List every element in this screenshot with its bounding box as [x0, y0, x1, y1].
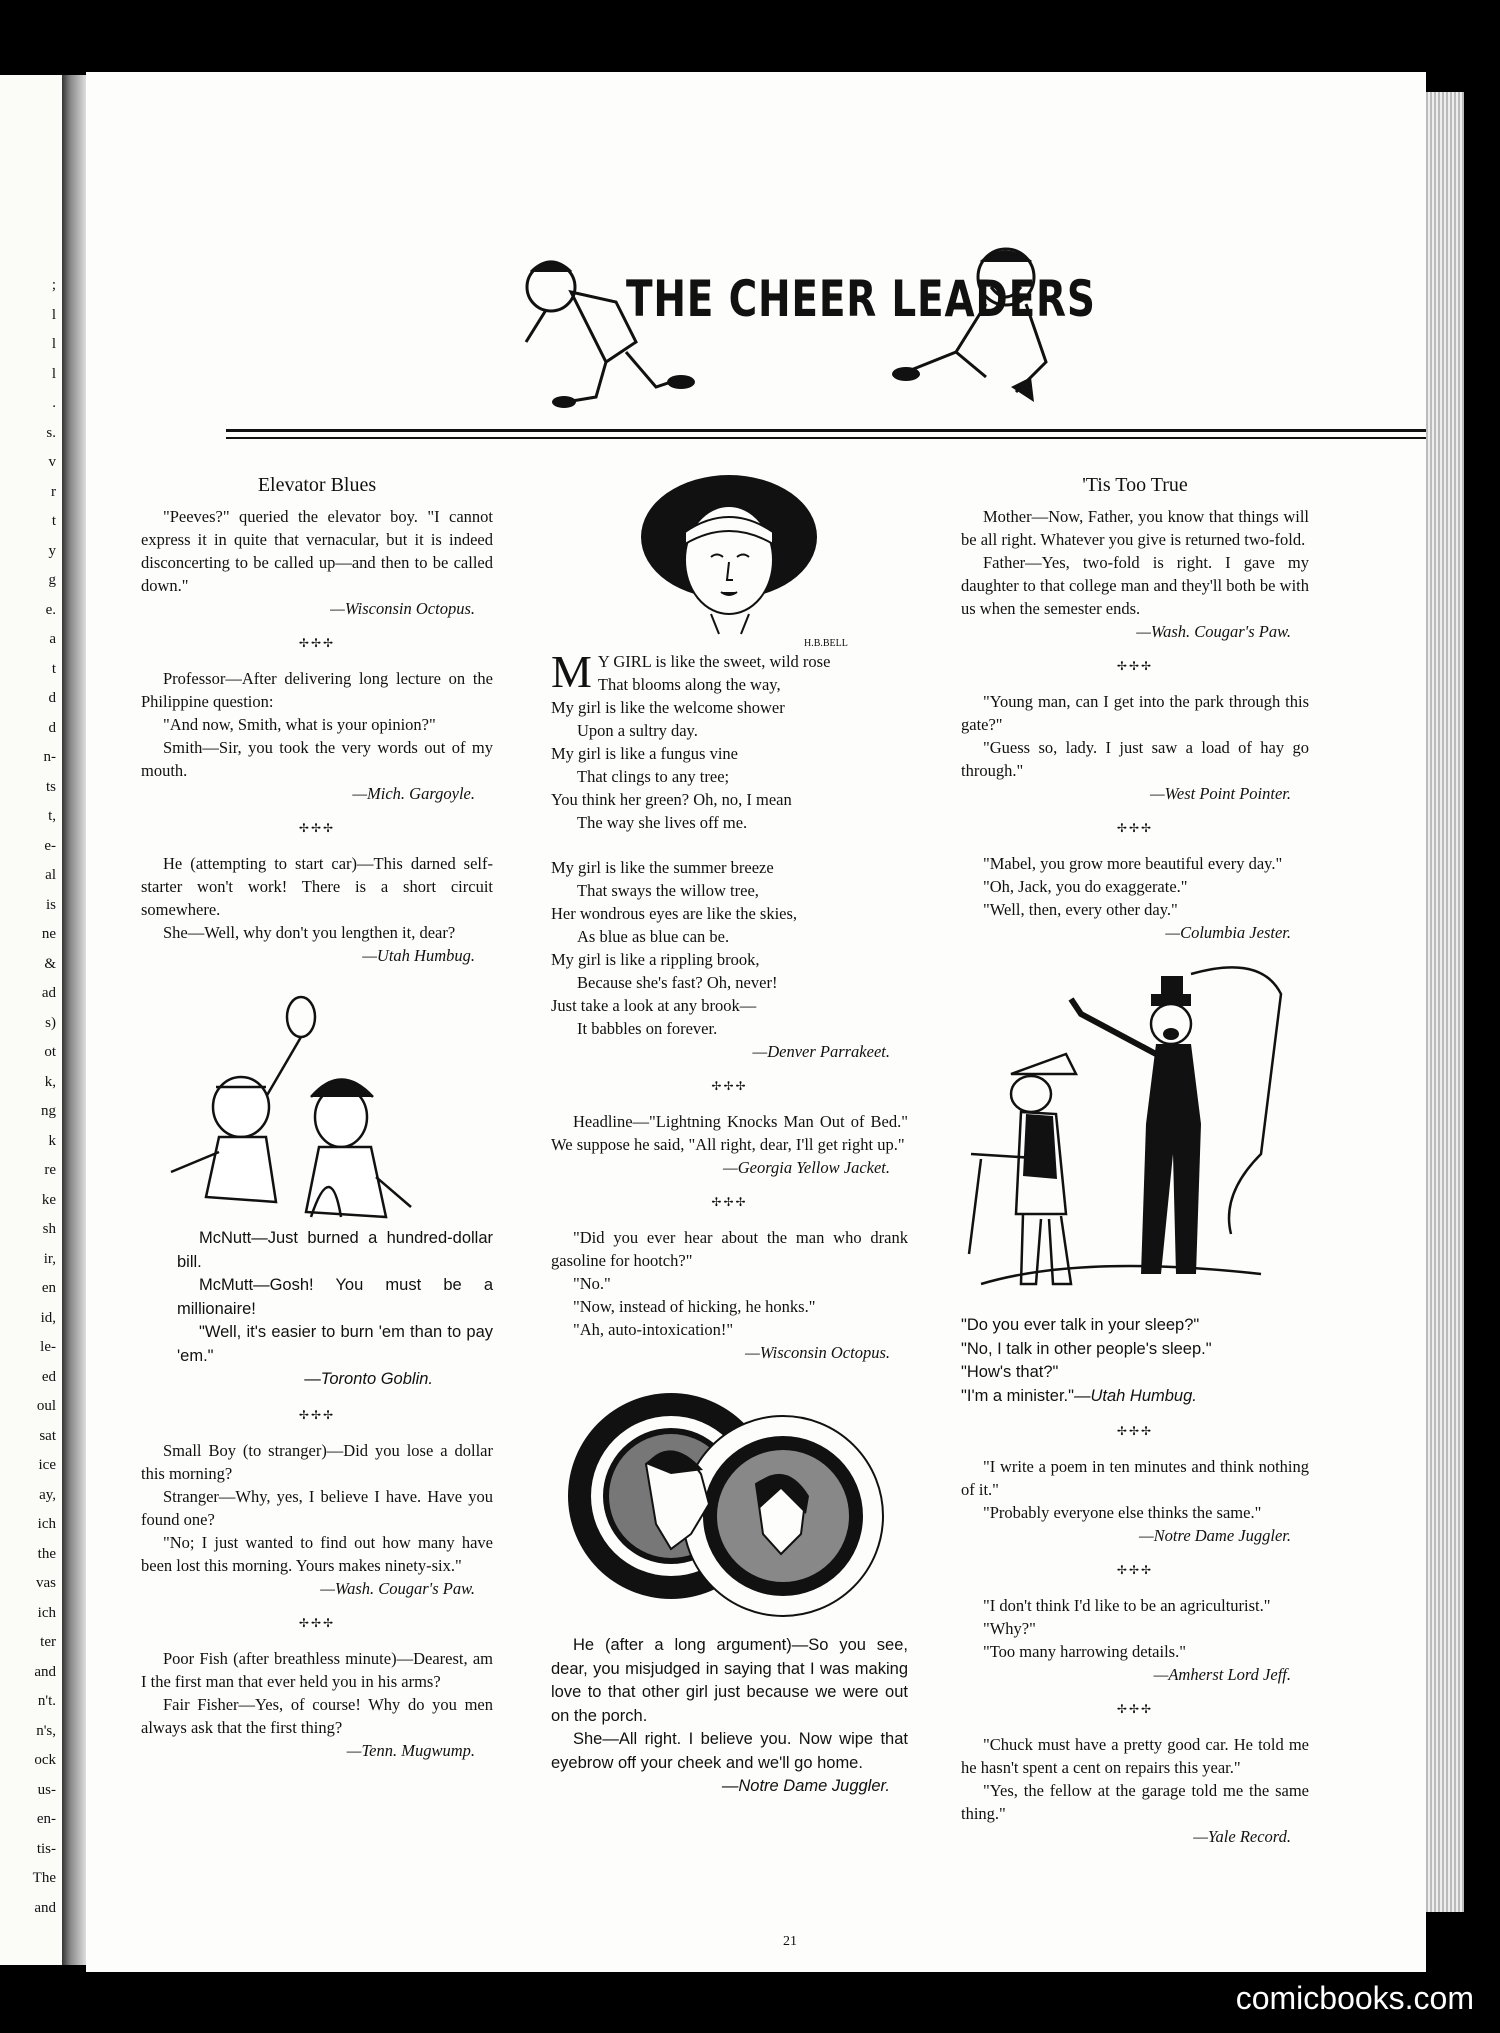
facing-page-fragment: id, — [40, 1309, 56, 1326]
facing-page-fragment: t, — [48, 808, 56, 824]
facing-page-fragment: ng — [41, 1103, 56, 1119]
watermark: comicbooks.com — [1235, 1980, 1474, 2016]
joke-text: She—Well, why don't you lengthen it, dear? — [163, 923, 456, 942]
facing-page-fragment: ke — [41, 1191, 56, 1208]
facing-page-fragment: the — [37, 1545, 56, 1562]
facing-page-fragment: en — [41, 1280, 56, 1296]
poem-line: That clings to any tree; — [577, 767, 730, 786]
poem-line: My girl is like a fungus vine — [551, 744, 738, 763]
joke-text: He (attempting to start car)—This darned self-starter won't work! There is a short circuit somewhere. — [141, 854, 493, 919]
joke-text: "I write a poem in ten minutes and think nothing of it." — [961, 1457, 1309, 1499]
attribution: —Yale Record. — [1193, 1827, 1291, 1846]
facing-page-fragment: ay, — [39, 1486, 56, 1503]
caption-text: She—All right. I believe you. Now wipe that eyebrow off your cheek and we'll go home. — [551, 1730, 908, 1772]
column-middle — [551, 462, 908, 1799]
page-number: 21 — [783, 1934, 797, 1949]
header-cartoon — [486, 192, 1096, 422]
caption-text — [961, 1385, 1309, 1409]
joke-text: "Well, then, every other day." — [983, 900, 1178, 919]
joke-text: "Guess so, lady. I just saw a load of hay go through." — [961, 738, 1309, 780]
facing-page-fragment: ts — [45, 778, 56, 795]
joke-text: "Ah, auto-intoxication!" — [573, 1320, 734, 1339]
facing-page-fragment: tis- — [36, 1840, 56, 1857]
joke-text: Professor—After delivering long lecture on the Philippine question: — [141, 669, 493, 711]
attribution: —Tenn. Mugwump. — [346, 1740, 475, 1760]
facing-page-fragment: re — [44, 1162, 56, 1178]
poem-line: Upon a sultry day. — [577, 721, 698, 740]
joke-text: "No; I just wanted to find out how many have been lost this morning. Yours makes ninety-six." — [141, 1532, 493, 1575]
caption-text: He (after a long argument)—So you see, dear, you misjudged in saying that I was making love to that other girl just because we were out on the porch. — [551, 1636, 908, 1725]
caption-mcnutt — [141, 1227, 493, 1392]
separator: ✢✢✢ — [1116, 821, 1154, 835]
joke-text: Smith—Sir, you took the very words out of my mouth. — [141, 738, 493, 780]
cartoon-farmer-and-minister — [961, 944, 1309, 1314]
facing-page-fragment: s. — [46, 424, 56, 441]
column-right — [961, 474, 1309, 1848]
facing-page-fragment: l — [51, 365, 56, 382]
joke-text: "Yes, the fellow at the garage told me the same thing." — [961, 1781, 1309, 1823]
separator: ✢✢✢ — [298, 821, 336, 835]
separator: ✢✢✢ — [1116, 1424, 1154, 1438]
joke-text: Stranger—Why, yes, I believe I have. Have you found one? — [141, 1486, 493, 1529]
facing-page-fragment: us- — [37, 1781, 56, 1798]
attribution: —Mich. Gargoyle. — [352, 784, 475, 803]
facing-page-fragment: l — [51, 306, 56, 323]
facing-page-fragment: e. — [45, 601, 56, 618]
girl-portrait-illustration — [551, 462, 908, 650]
poem-line: The way she lives off me. — [577, 813, 748, 832]
facing-page-fragment: t — [51, 660, 56, 677]
facing-page-fragment: k, — [44, 1073, 56, 1090]
poem-line: My girl is like the welcome shower — [551, 698, 785, 717]
joke-text: "I don't think I'd like to be an agriculturist." — [983, 1596, 1271, 1615]
poem-line: My girl is like a rippling brook, — [551, 950, 760, 969]
facing-page-fragment: oul — [36, 1398, 56, 1414]
facing-page-fragment: ad — [41, 985, 56, 1001]
couple-medallion-illustration — [551, 1384, 908, 1634]
facing-page-fragment: and — [34, 1663, 56, 1680]
joke-text: "No." — [573, 1274, 611, 1293]
caption-text: "Do you ever talk in your sleep?" — [961, 1316, 1200, 1334]
facing-page-fragment: n't. — [37, 1693, 56, 1709]
artist-signature: H.B.BELL — [804, 638, 848, 649]
joke-text: Small Boy (to stranger)—Did you lose a dollar this morning? — [141, 1440, 493, 1483]
facing-page-fragment: n- — [43, 749, 56, 765]
facing-page-fragment: a — [49, 631, 56, 647]
facing-page-fragment: ; — [51, 277, 56, 293]
facing-page-fragment: n's, — [36, 1722, 56, 1739]
page-edges — [1426, 92, 1464, 1912]
separator: ✢✢✢ — [298, 1615, 336, 1630]
facing-page-fragment: al — [45, 867, 56, 883]
facing-page-fragment: en- — [36, 1811, 56, 1827]
joke-text: "Peeves?" queried the elevator boy. "I cannot express it in quite that vernacular, but it is indeed disconcerting to be called up—and then to be called down." — [141, 507, 493, 595]
poem-line: Just take a look at any brook— — [551, 996, 757, 1015]
facing-page-fragment: vas — [36, 1575, 56, 1591]
facing-page-fragment: t — [51, 513, 56, 529]
facing-page-fragment: The — [32, 1870, 56, 1886]
heading-tis-too-true: 'Tis Too True — [1082, 474, 1188, 496]
joke-text: Father—Yes, two-fold is right. I gave my daughter to that college man and they'll both be with us when the semester ends. — [961, 553, 1309, 618]
joke-text: Poor Fish (after breathless minute)—Dearest, am I the first man that ever held you in his arms? — [141, 1648, 493, 1691]
column-left — [141, 474, 493, 1762]
poem-line: As blue as blue can be. — [577, 927, 730, 946]
facing-page-fragment: e- — [44, 837, 56, 854]
facing-page-fragment: s) — [45, 1014, 56, 1031]
facing-page-fragment: d — [48, 690, 56, 706]
facing-page-fragment: is — [45, 896, 56, 913]
attribution: —Wisconsin Octopus. — [745, 1343, 890, 1362]
facing-page-fragment: ter — [40, 1634, 56, 1650]
drop-cap: M — [551, 646, 592, 697]
joke-text: Headline—"Lightning Knocks Man Out of Bed." We suppose he said, "All right, dear, I'll get right up." — [551, 1112, 908, 1154]
attribution: —Amherst Lord Jeff. — [1153, 1665, 1291, 1684]
separator: ✢✢✢ — [298, 1407, 336, 1422]
joke-text: "And now, Smith, what is your opinion?" — [163, 715, 436, 734]
cartoon-two-men — [141, 967, 493, 1227]
facing-page-fragment: sh — [42, 1221, 56, 1237]
poem-line: It babbles on forever. — [577, 1019, 718, 1038]
facing-page-fragment: ich — [37, 1516, 56, 1532]
caption-text: "I'm a minister." — [961, 1386, 1074, 1405]
joke-text: "Too many harrowing details." — [983, 1642, 1186, 1661]
joke-text: Mother—Now, Father, you know that things will be all right. Whatever you give is returned two-fold. — [961, 507, 1309, 549]
heading-elevator-blues: Elevator Blues — [257, 474, 377, 496]
facing-page-fragment: . — [52, 395, 56, 411]
facing-page-fragment: ot — [44, 1044, 56, 1060]
facing-page-fragment: y — [48, 542, 56, 559]
facing-page-fragment: v — [48, 454, 56, 470]
attribution: —Denver Parrakeet. — [752, 1042, 890, 1061]
joke-text: "Oh, Jack, you do exaggerate." — [983, 877, 1188, 896]
joke-text: Fair Fisher—Yes, of course! Why do you men always ask that the first thing? — [141, 1694, 493, 1737]
joke-text: "Did you ever hear about the man who drank gasoline for hootch?" — [551, 1228, 908, 1270]
header-rules — [226, 429, 1426, 444]
joke-text: "Why?" — [983, 1619, 1036, 1638]
joke-text: "Mabel, you grow more beautiful every day." — [983, 854, 1283, 873]
facing-page-fragment: ed — [41, 1368, 56, 1385]
caption-minister — [961, 1314, 1309, 1408]
joke-text: "Probably everyone else thinks the same." — [983, 1503, 1262, 1522]
attribution: —Utah Humbug. — [1073, 1386, 1197, 1405]
poem-line: That blooms along the way, — [597, 675, 781, 694]
joke-text: "Now, instead of hicking, he honks." — [573, 1297, 816, 1316]
separator: ✢✢✢ — [711, 1195, 748, 1209]
attribution: —Wash. Cougar's Paw. — [1136, 622, 1291, 641]
poem-line: That sways the willow tree, — [577, 881, 759, 900]
caption-text: McNutt—Just burned a hundred-dollar bill. — [177, 1229, 493, 1271]
facing-page-fragment: ice — [38, 1457, 56, 1473]
attribution: —Wisconsin Octopus. — [330, 599, 475, 618]
separator: ✢✢✢ — [1116, 659, 1154, 673]
facing-page-fragment: ir, — [43, 1250, 56, 1267]
attribution: —Notre Dame Juggler. — [721, 1777, 890, 1795]
separator: ✢✢✢ — [1116, 1563, 1154, 1577]
joke-text: "Young man, can I get into the park through this gate?" — [961, 692, 1309, 734]
caption-text: "Well, it's easier to burn 'em than to pay 'em." — [177, 1323, 493, 1365]
poem-line: Y GIRL is like the sweet, wild rose — [597, 652, 831, 671]
facing-page-edge — [0, 75, 62, 1965]
separator: ✢✢✢ — [298, 636, 336, 650]
attribution: —Notre Dame Juggler. — [1139, 1526, 1291, 1545]
caption-text: "How's that?" — [961, 1363, 1059, 1381]
attribution: —Georgia Yellow Jacket. — [723, 1158, 890, 1177]
facing-page-fragment: ock — [34, 1752, 56, 1768]
facing-page-fragment: sat — [39, 1427, 56, 1444]
facing-page-fragment: ich — [37, 1604, 56, 1621]
attribution: —Columbia Jester. — [1165, 923, 1291, 942]
magazine-page — [86, 72, 1426, 1972]
facing-page-fragment: k — [48, 1132, 56, 1149]
facing-page-fragment: & — [44, 955, 56, 972]
facing-page-fragment: r — [51, 483, 56, 500]
attribution: —West Point Pointer. — [1149, 784, 1291, 803]
facing-page-fragment: le- — [40, 1339, 56, 1355]
poem-line: You think her green? Oh, no, I mean — [551, 790, 792, 809]
page-title: THE CHEER LEADERS — [626, 270, 1096, 328]
facing-page-fragment: and — [34, 1899, 56, 1916]
attribution: —Toronto Goblin. — [304, 1370, 433, 1388]
book-gutter — [62, 75, 86, 1965]
facing-page-fragment: ne — [41, 926, 56, 942]
caption-text: "No, I talk in other people's sleep." — [961, 1339, 1212, 1358]
attribution: —Utah Humbug. — [362, 946, 475, 965]
facing-page-fragment: g — [48, 572, 56, 588]
poem-line: My girl is like the summer breeze — [551, 858, 774, 877]
caption-eyebrow — [551, 1634, 908, 1799]
attribution: —Wash. Cougar's Paw. — [320, 1578, 475, 1598]
caption-text: McMutt—Gosh! You must be a millionaire! — [177, 1276, 493, 1318]
separator: ✢✢✢ — [711, 1079, 748, 1093]
joke-text: "Chuck must have a pretty good car. He told me he hasn't spent a cent on repairs this year." — [961, 1735, 1309, 1777]
poem-my-girl — [551, 646, 908, 1040]
poem-line: Her wondrous eyes are like the skies, — [551, 904, 798, 923]
facing-page-fragment: l — [51, 336, 56, 352]
facing-page-fragment: d — [48, 719, 56, 736]
separator: ✢✢✢ — [1116, 1702, 1154, 1716]
poem-line: Because she's fast? Oh, never! — [577, 973, 778, 992]
